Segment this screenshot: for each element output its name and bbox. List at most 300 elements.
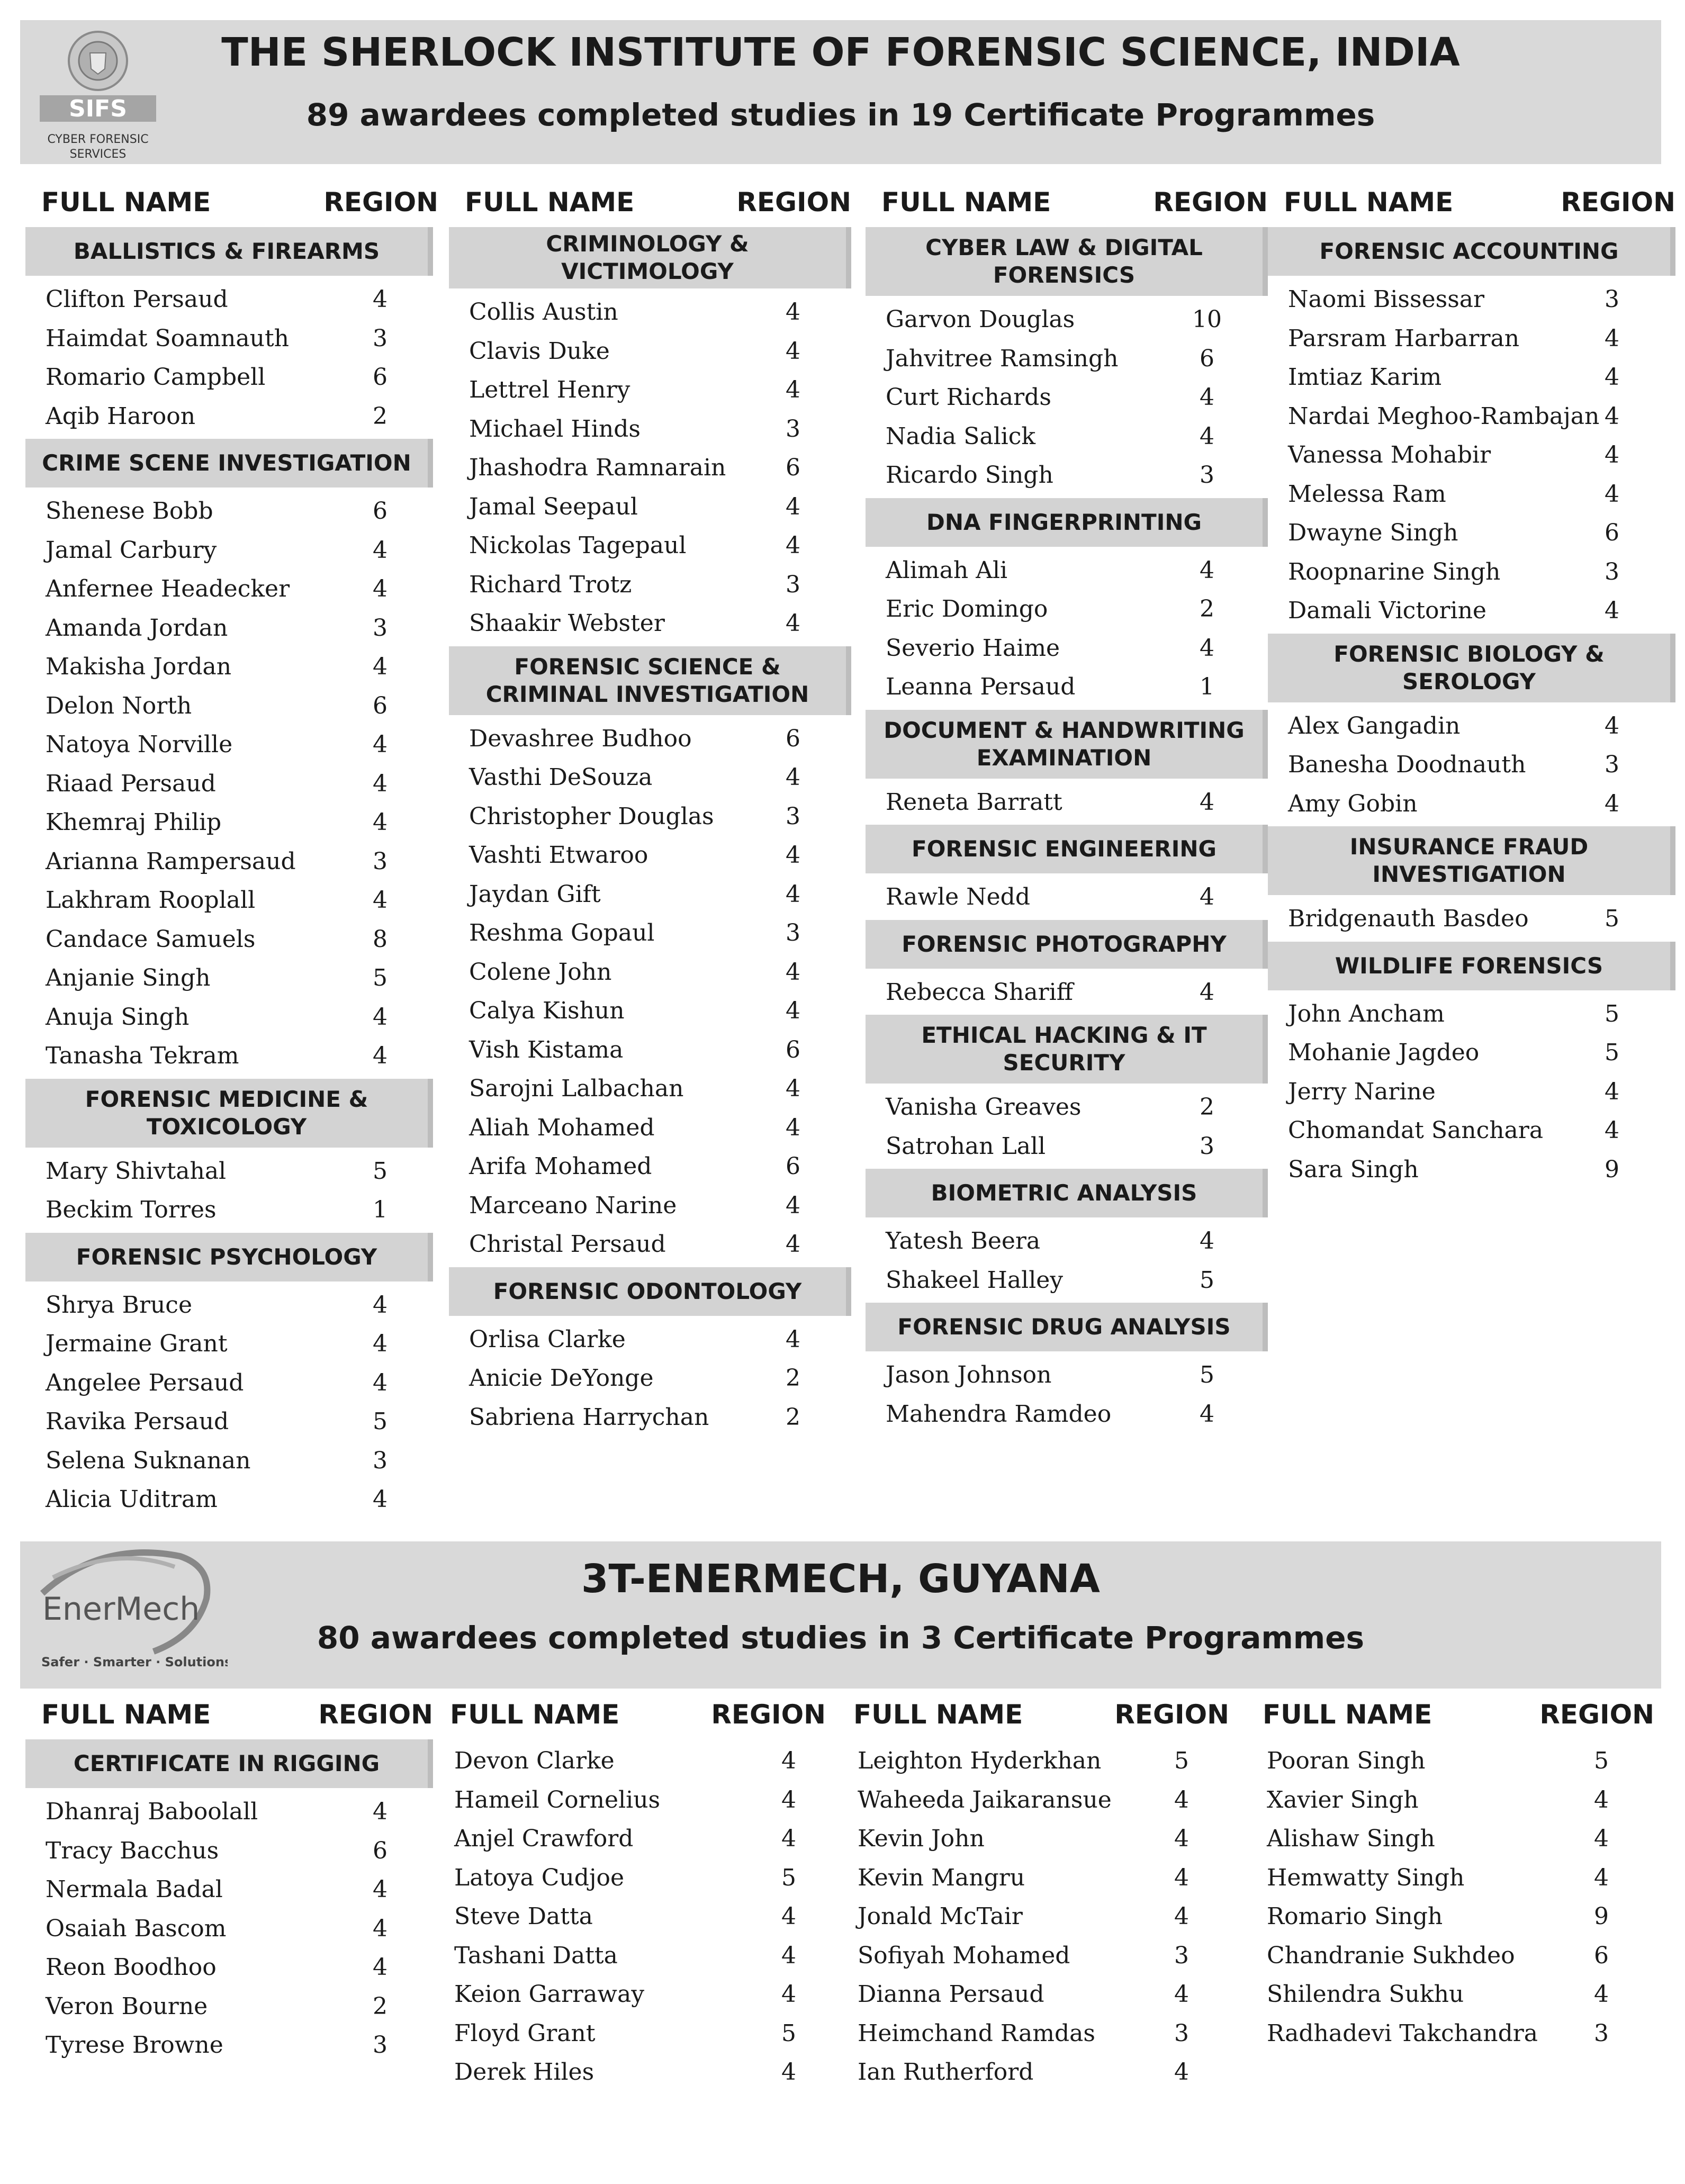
list-item bbox=[860, 1261, 1273, 1300]
awardee-name: Steve Datta bbox=[454, 1903, 593, 1930]
awardee-region: 4 bbox=[1605, 712, 1619, 739]
category-header: CERTIFICATE IN RIGGING bbox=[25, 1739, 433, 1788]
awardee-region: 3 bbox=[1605, 286, 1619, 313]
awardee-name: Reshma Gopaul bbox=[469, 919, 655, 946]
awardee-name: Tracy Bacchus bbox=[46, 1837, 219, 1864]
list-item bbox=[860, 456, 1273, 495]
awardee-name: Rawle Nedd bbox=[886, 883, 1031, 910]
awardee-region: 3 bbox=[1605, 751, 1619, 778]
column-header bbox=[1263, 183, 1681, 224]
full-name-header: FULL NAME bbox=[1263, 1699, 1432, 1730]
awardee-region: 3 bbox=[1174, 2019, 1189, 2047]
column-header bbox=[1241, 1695, 1660, 1736]
awardee-name: Melessa Ram bbox=[1288, 480, 1446, 508]
awardee-name: Amanda Jordan bbox=[46, 614, 228, 642]
sherlock-column-2 bbox=[444, 183, 857, 1437]
awardee-name: Reon Boodhoo bbox=[46, 1954, 217, 1981]
list-item bbox=[20, 1948, 438, 1987]
list-item bbox=[20, 842, 444, 881]
awardee-name: Angelee Persaud bbox=[46, 1369, 244, 1396]
awardee-region: 6 bbox=[373, 1837, 388, 1864]
awardee-name: Candace Samuels bbox=[46, 925, 256, 953]
category-header: FORENSIC ACCOUNTING bbox=[1268, 227, 1675, 276]
list-item bbox=[444, 332, 857, 371]
list-item bbox=[860, 629, 1273, 668]
list-item bbox=[1263, 784, 1681, 824]
list-item bbox=[20, 647, 444, 687]
awardee-region: 4 bbox=[1594, 1981, 1609, 2008]
awardee-name: Devon Clarke bbox=[454, 1747, 615, 1774]
list-item bbox=[444, 488, 857, 527]
category-header: FORENSIC SCIENCE & CRIMINAL INVESTIGATION bbox=[449, 646, 851, 715]
awardee-name: Jaydan Gift bbox=[469, 880, 601, 908]
enermech-subtitle: 80 awardees completed studies in 3 Certificate Programmes bbox=[317, 1620, 1365, 1656]
list-item bbox=[1263, 553, 1681, 592]
list-item bbox=[860, 300, 1273, 339]
awardee-region: 4 bbox=[1605, 597, 1619, 624]
awardee-region: 5 bbox=[1605, 1039, 1619, 1066]
awardee-region: 4 bbox=[786, 764, 800, 791]
awardee-region: 3 bbox=[1174, 1942, 1189, 1969]
list-item bbox=[444, 565, 857, 604]
awardee-name: Ricardo Singh bbox=[886, 462, 1053, 489]
list-item bbox=[832, 1936, 1235, 1975]
list-item bbox=[1241, 1781, 1660, 1820]
list-item bbox=[1241, 1819, 1660, 1858]
column-header bbox=[20, 1695, 438, 1736]
awardee-name: Pooran Singh bbox=[1267, 1747, 1426, 1774]
list-item bbox=[20, 280, 444, 319]
column-header bbox=[429, 1695, 831, 1736]
awardee-region: 4 bbox=[786, 1114, 800, 1141]
list-item bbox=[860, 1395, 1273, 1434]
list-item bbox=[20, 570, 444, 609]
awardee-name: Sabriena Harrychan bbox=[469, 1403, 709, 1431]
list-item bbox=[1263, 899, 1681, 938]
awardee-region: 4 bbox=[1174, 1981, 1189, 2008]
awardee-region: 4 bbox=[1605, 480, 1619, 508]
awardee-region: 4 bbox=[373, 1876, 388, 1903]
list-item bbox=[444, 410, 857, 449]
list-item bbox=[832, 1819, 1235, 1858]
awardee-name: Radhadevi Takchandra bbox=[1267, 2019, 1538, 2047]
awardee-name: Anicie DeYonge bbox=[469, 1365, 654, 1392]
awardee-name: Alicia Uditram bbox=[46, 1486, 218, 1513]
awardee-region: 6 bbox=[786, 1153, 800, 1180]
awardee-name: Jahvitree Ramsingh bbox=[886, 345, 1119, 372]
category-header: FORENSIC ODONTOLOGY bbox=[449, 1267, 851, 1316]
list-item bbox=[20, 687, 444, 726]
awardee-name: Colene John bbox=[469, 958, 612, 986]
column-header bbox=[860, 183, 1273, 224]
list-item bbox=[444, 914, 857, 953]
enermech-logo-tagline: Safer · Smarter · Solutions bbox=[41, 1655, 228, 1669]
awardee-region: 6 bbox=[373, 364, 388, 391]
awardee-region: 1 bbox=[1200, 673, 1214, 700]
awardee-region: 2 bbox=[1200, 1094, 1214, 1121]
awardee-name: Ravika Persaud bbox=[46, 1408, 229, 1435]
awardee-name: Clifton Persaud bbox=[46, 286, 228, 313]
list-item bbox=[444, 448, 857, 488]
awardee-region: 3 bbox=[1200, 462, 1214, 489]
list-item bbox=[429, 2053, 831, 2092]
awardee-region: 3 bbox=[1605, 558, 1619, 585]
list-item bbox=[444, 797, 857, 836]
list-item bbox=[429, 1819, 831, 1858]
awardee-name: Anjel Crawford bbox=[454, 1825, 634, 1852]
awardee-name: Shilendra Sukhu bbox=[1267, 1981, 1464, 2008]
awardee-region: 4 bbox=[373, 575, 388, 602]
list-item bbox=[20, 1870, 438, 1909]
list-item bbox=[20, 609, 444, 648]
awardee-name: Beckim Torres bbox=[46, 1196, 217, 1223]
awardee-name: Dwayne Singh bbox=[1288, 519, 1458, 546]
awardee-region: 2 bbox=[786, 1403, 800, 1431]
awardee-region: 4 bbox=[1200, 1228, 1214, 1255]
list-item bbox=[20, 1792, 438, 1831]
awardee-name: Arifa Mohamed bbox=[469, 1153, 652, 1180]
enermech-column-1 bbox=[20, 1695, 438, 2065]
awardee-name: Marceano Narine bbox=[469, 1192, 677, 1219]
awardee-region: 5 bbox=[1200, 1361, 1214, 1388]
sifs-logo-text: SIFS bbox=[69, 95, 127, 122]
list-item bbox=[20, 1324, 444, 1364]
awardee-name: Curt Richards bbox=[886, 384, 1051, 411]
awardee-region: 6 bbox=[786, 1036, 800, 1063]
list-item bbox=[20, 998, 444, 1037]
full-name-header: FULL NAME bbox=[41, 187, 211, 218]
list-item bbox=[832, 1975, 1235, 2014]
list-item bbox=[20, 1987, 438, 2026]
awardee-name: Jerry Narine bbox=[1288, 1078, 1436, 1105]
awardee-name: Mary Shivtahal bbox=[46, 1157, 227, 1185]
awardee-region: 4 bbox=[1200, 1400, 1214, 1428]
awardee-name: Aqib Haroon bbox=[46, 402, 196, 430]
list-item bbox=[860, 590, 1273, 629]
awardee-name: Damali Victorine bbox=[1288, 597, 1486, 624]
list-item bbox=[860, 417, 1273, 456]
awardee-region: 3 bbox=[373, 614, 388, 642]
list-item bbox=[444, 719, 857, 759]
awardee-name: Nickolas Tagepaul bbox=[469, 532, 687, 559]
awardee-name: Sarojni Lalbachan bbox=[469, 1075, 684, 1102]
awardee-name: Shrya Bruce bbox=[46, 1291, 192, 1319]
awardee-region: 2 bbox=[786, 1365, 800, 1392]
awardee-name: Tanasha Tekram bbox=[46, 1042, 239, 1069]
awardee-region: 4 bbox=[373, 1954, 388, 1981]
awardee-region: 4 bbox=[373, 653, 388, 680]
awardee-name: Alex Gangadin bbox=[1288, 712, 1461, 739]
awardee-region: 4 bbox=[1200, 634, 1214, 662]
list-item bbox=[444, 604, 857, 643]
awardee-name: Tyrese Browne bbox=[46, 2032, 223, 2059]
list-item bbox=[1263, 513, 1681, 553]
enermech-column-3 bbox=[832, 1695, 1235, 2092]
enermech-column-2 bbox=[429, 1695, 831, 2092]
list-item bbox=[20, 358, 444, 397]
awardee-name: Jermaine Grant bbox=[46, 1330, 228, 1357]
list-item bbox=[20, 881, 444, 920]
awardee-name: Naomi Bissessar bbox=[1288, 286, 1485, 313]
awardee-region: 4 bbox=[1605, 1117, 1619, 1144]
awardee-name: Vashti Etwaroo bbox=[469, 842, 648, 869]
awardee-region: 4 bbox=[786, 1325, 800, 1353]
awardee-name: Jason Johnson bbox=[886, 1361, 1052, 1388]
category-header: FORENSIC BIOLOGY & SEROLOGY bbox=[1268, 634, 1675, 702]
awardee-name: Alimah Ali bbox=[886, 556, 1008, 584]
list-item bbox=[1263, 319, 1681, 358]
category-header: CRIME SCENE INVESTIGATION bbox=[25, 439, 433, 488]
awardee-region: 4 bbox=[786, 376, 800, 403]
full-name-header: FULL NAME bbox=[450, 1699, 620, 1730]
category-header: BIOMETRIC ANALYSIS bbox=[866, 1169, 1268, 1217]
category-header: CYBER LAW & DIGITAL FORENSICS bbox=[866, 227, 1268, 296]
awardee-name: Vanisha Greaves bbox=[886, 1094, 1082, 1121]
awardee-region: 3 bbox=[786, 802, 800, 830]
awardee-name: Mohanie Jagdeo bbox=[1288, 1039, 1480, 1066]
awardee-region: 5 bbox=[373, 1408, 388, 1435]
sherlock-subtitle: 89 awardees completed studies in 19 Certificate Programmes bbox=[306, 97, 1375, 133]
sifs-logo bbox=[37, 29, 159, 161]
awardee-name: Xavier Singh bbox=[1267, 1786, 1419, 1813]
list-item bbox=[20, 397, 444, 436]
awardee-region: 4 bbox=[1174, 1864, 1189, 1891]
list-item bbox=[444, 1398, 857, 1437]
awardee-region: 6 bbox=[1594, 1942, 1609, 1969]
awardee-name: Parsram Harbarran bbox=[1288, 324, 1520, 352]
list-item bbox=[1263, 995, 1681, 1034]
awardee-region: 4 bbox=[1605, 441, 1619, 468]
list-item bbox=[860, 1356, 1273, 1395]
awardee-name: Richard Trotz bbox=[469, 571, 632, 598]
enermech-column-4 bbox=[1241, 1695, 1660, 2053]
awardee-name: Chandranie Sukhdeo bbox=[1267, 1942, 1515, 1969]
awardee-region: 4 bbox=[1174, 2059, 1189, 2086]
awardee-name: Haimdat Soamnauth bbox=[46, 324, 289, 352]
list-item bbox=[20, 1152, 444, 1191]
sherlock-banner bbox=[20, 20, 1661, 164]
awardee-region: 4 bbox=[1594, 1825, 1609, 1852]
awardee-region: 3 bbox=[786, 415, 800, 443]
list-item bbox=[444, 758, 857, 797]
awardee-name: Severio Haime bbox=[886, 634, 1060, 662]
awardee-name: Amy Gobin bbox=[1288, 790, 1418, 817]
list-item bbox=[860, 1222, 1273, 1261]
awardee-region: 4 bbox=[373, 809, 388, 836]
list-item bbox=[1263, 745, 1681, 784]
awardee-name: Reneta Barratt bbox=[886, 788, 1062, 816]
awardee-region: 4 bbox=[373, 1042, 388, 1069]
list-item bbox=[860, 339, 1273, 378]
awardee-region: 4 bbox=[373, 536, 388, 564]
awardee-region: 4 bbox=[373, 770, 388, 797]
list-item bbox=[832, 2053, 1235, 2092]
awardee-name: Eric Domingo bbox=[886, 595, 1048, 622]
list-item bbox=[429, 1741, 831, 1781]
awardee-name: Keion Garraway bbox=[454, 1981, 645, 2008]
list-item bbox=[832, 1858, 1235, 1898]
awardee-name: Alishaw Singh bbox=[1267, 1825, 1435, 1852]
list-item bbox=[20, 2026, 438, 2065]
awardee-name: Shakeel Halley bbox=[886, 1266, 1064, 1294]
awardee-region: 4 bbox=[786, 337, 800, 365]
awardee-region: 5 bbox=[1594, 1747, 1609, 1774]
awardee-region: 4 bbox=[786, 997, 800, 1024]
awardee-name: Nadia Salick bbox=[886, 422, 1036, 450]
awardee-name: Satrohan Lall bbox=[886, 1132, 1046, 1160]
awardee-region: 4 bbox=[1605, 324, 1619, 352]
list-item bbox=[20, 1286, 444, 1325]
column-header bbox=[444, 183, 857, 224]
category-header: FORENSIC DRUG ANALYSIS bbox=[866, 1303, 1268, 1351]
list-item bbox=[429, 1936, 831, 1975]
awardee-region: 4 bbox=[373, 1486, 388, 1513]
awardee-region: 5 bbox=[1200, 1266, 1214, 1294]
list-item bbox=[20, 1036, 444, 1076]
awardee-region: 6 bbox=[1200, 345, 1214, 372]
awardee-region: 4 bbox=[373, 1915, 388, 1942]
list-item bbox=[1263, 1111, 1681, 1150]
list-item bbox=[444, 953, 857, 992]
list-item bbox=[444, 1225, 857, 1264]
awardee-region: 4 bbox=[1174, 1786, 1189, 1813]
list-item bbox=[860, 1127, 1273, 1166]
awardee-name: Dianna Persaud bbox=[858, 1981, 1044, 2008]
awardee-region: 10 bbox=[1192, 306, 1222, 333]
awardee-region: 4 bbox=[786, 880, 800, 908]
awardee-region: 5 bbox=[781, 2019, 796, 2047]
category-header: INSURANCE FRAUD INVESTIGATION bbox=[1268, 826, 1675, 895]
column-header bbox=[20, 183, 444, 224]
awardee-name: Delon North bbox=[46, 692, 192, 719]
list-item bbox=[429, 2014, 831, 2053]
sifs-logo-caption-2: SERVICES bbox=[69, 148, 127, 161]
awardee-region: 4 bbox=[1594, 1864, 1609, 1891]
list-item bbox=[860, 973, 1273, 1012]
awardee-name: Aliah Mohamed bbox=[469, 1114, 655, 1141]
awardee-region: 6 bbox=[373, 692, 388, 719]
awardee-region: 4 bbox=[781, 1825, 796, 1852]
awardee-name: Natoya Norville bbox=[46, 731, 233, 758]
awardee-region: 4 bbox=[1200, 788, 1214, 816]
awardee-name: Mahendra Ramdeo bbox=[886, 1400, 1112, 1428]
awardee-region: 6 bbox=[786, 454, 800, 481]
awardee-region: 2 bbox=[1200, 595, 1214, 622]
list-item bbox=[429, 1897, 831, 1936]
awardee-region: 5 bbox=[1174, 1747, 1189, 1774]
list-item bbox=[20, 920, 444, 959]
awardee-region: 4 bbox=[1200, 883, 1214, 910]
list-item bbox=[444, 836, 857, 875]
awardee-region: 4 bbox=[786, 1231, 800, 1258]
awardee-region: 4 bbox=[786, 1192, 800, 1219]
list-item bbox=[20, 1441, 444, 1481]
sherlock-title: THE SHERLOCK INSTITUTE OF FORENSIC SCIENCE, INDIA bbox=[221, 30, 1460, 75]
awardee-region: 4 bbox=[1200, 556, 1214, 584]
list-item bbox=[20, 1364, 444, 1403]
awardee-region: 4 bbox=[373, 1798, 388, 1825]
awardee-name: Jamal Seepaul bbox=[469, 493, 638, 520]
list-item bbox=[20, 492, 444, 531]
awardee-region: 4 bbox=[373, 286, 388, 313]
awardee-name: Calya Kishun bbox=[469, 997, 625, 1024]
awardee-region: 5 bbox=[373, 964, 388, 991]
awardee-region: 4 bbox=[781, 1747, 796, 1774]
list-item bbox=[20, 319, 444, 358]
awardee-name: Bridgenauth Basdeo bbox=[1288, 905, 1529, 932]
list-item bbox=[429, 1781, 831, 1820]
awardee-region: 4 bbox=[786, 532, 800, 559]
enermech-banner bbox=[20, 1541, 1661, 1689]
awardee-name: Leighton Hyderkhan bbox=[858, 1747, 1102, 1774]
sherlock-column-1 bbox=[20, 183, 444, 1519]
awardee-name: Osaiah Bascom bbox=[46, 1915, 227, 1942]
awardee-name: Anfernee Headecker bbox=[46, 575, 290, 602]
list-item bbox=[1241, 1975, 1660, 2014]
awardee-region: 5 bbox=[1605, 1000, 1619, 1027]
list-item bbox=[444, 1031, 857, 1070]
list-item bbox=[20, 764, 444, 804]
awardee-name: Vish Kistama bbox=[469, 1036, 624, 1063]
awardee-name: Dhanraj Baboolall bbox=[46, 1798, 258, 1825]
region-header: REGION bbox=[318, 1699, 433, 1730]
awardee-region: 6 bbox=[1605, 519, 1619, 546]
list-item bbox=[444, 1320, 857, 1359]
category-header: ETHICAL HACKING & IT SECURITY bbox=[866, 1015, 1268, 1084]
category-header: FORENSIC PHOTOGRAPHY bbox=[866, 920, 1268, 969]
awardee-name: Tashani Datta bbox=[454, 1942, 618, 1969]
awardee-name: Yatesh Beera bbox=[886, 1228, 1041, 1255]
awardee-name: Lettrel Henry bbox=[469, 376, 630, 403]
awardee-region: 4 bbox=[781, 1981, 796, 2008]
awardee-name: Derek Hiles bbox=[454, 2059, 594, 2086]
awardee-name: Romario Campbell bbox=[46, 364, 266, 391]
awardee-region: 3 bbox=[786, 571, 800, 598]
list-item bbox=[832, 1781, 1235, 1820]
list-item bbox=[860, 551, 1273, 590]
awardee-name: Rebecca Shariff bbox=[886, 978, 1073, 1006]
awardee-name: Banesha Doodnauth bbox=[1288, 751, 1526, 778]
awardee-region: 4 bbox=[786, 610, 800, 637]
enermech-title: 3T-ENERMECH, GUYANA bbox=[581, 1556, 1100, 1602]
category-header: CRIMINOLOGY & VICTIMOLOGY bbox=[449, 227, 851, 288]
list-item bbox=[1241, 1897, 1660, 1936]
awardee-name: Nardai Meghoo-Rambajan bbox=[1288, 402, 1600, 430]
awardee-name: Ian Rutherford bbox=[858, 2059, 1034, 2086]
awardee-region: 5 bbox=[1605, 905, 1619, 932]
awardee-name: Kevin Mangru bbox=[858, 1864, 1025, 1891]
awardee-region: 4 bbox=[786, 1075, 800, 1102]
awardee-name: Hemwatty Singh bbox=[1267, 1864, 1465, 1891]
awardee-region: 4 bbox=[1605, 402, 1619, 430]
awardee-region: 4 bbox=[1605, 364, 1619, 391]
awardee-name: Shaakir Webster bbox=[469, 610, 665, 637]
awardee-region: 4 bbox=[781, 1942, 796, 1969]
awardee-region: 4 bbox=[373, 1003, 388, 1031]
awardee-region: 4 bbox=[781, 1903, 796, 1930]
list-item bbox=[444, 1186, 857, 1225]
awardee-region: 4 bbox=[786, 299, 800, 326]
awardee-name: Jonald McTair bbox=[858, 1903, 1023, 1930]
awardee-name: Imtiaz Karim bbox=[1288, 364, 1442, 391]
awardee-name: Shenese Bobb bbox=[46, 498, 213, 525]
awardee-name: Hameil Cornelius bbox=[454, 1786, 661, 1813]
awardee-name: Vanessa Mohabir bbox=[1288, 441, 1491, 468]
awardee-region: 4 bbox=[373, 1291, 388, 1319]
region-header: REGION bbox=[711, 1699, 826, 1730]
awardee-region: 4 bbox=[786, 958, 800, 986]
awardee-region: 4 bbox=[786, 842, 800, 869]
